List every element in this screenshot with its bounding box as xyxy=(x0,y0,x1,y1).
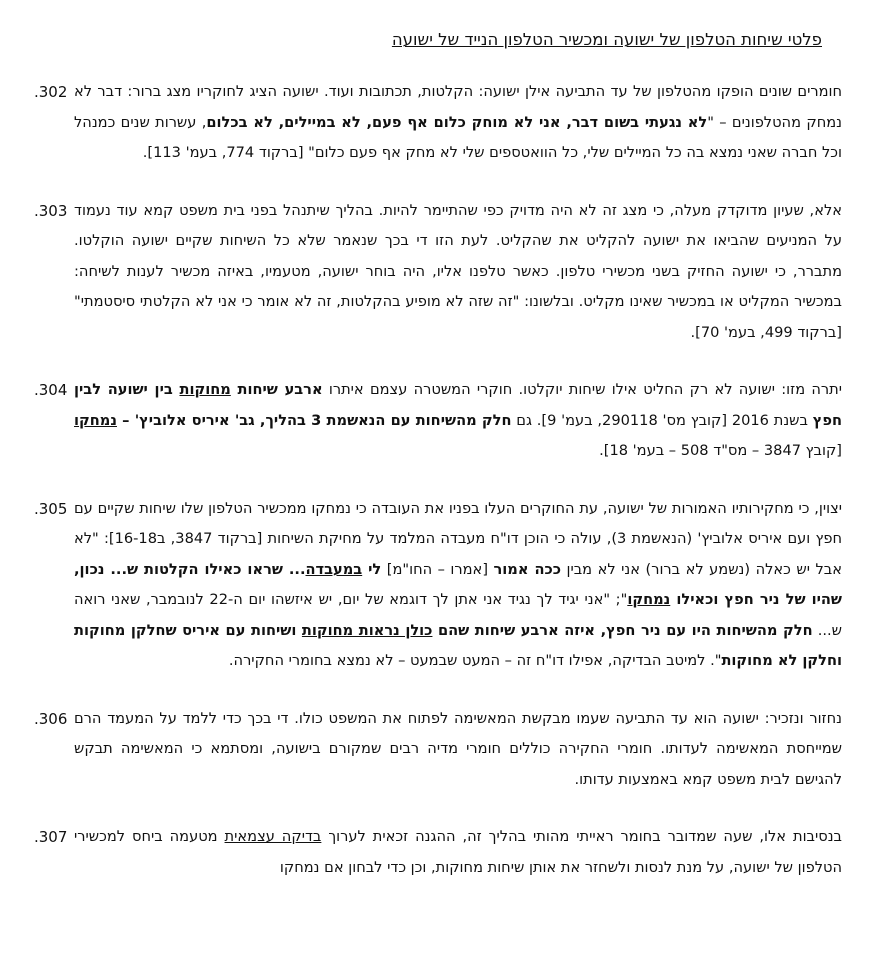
paragraph xyxy=(34,704,842,796)
text-run: ארבע שיחות xyxy=(230,381,323,398)
text-run: אלא, שעיון מדוקדק מעלה, כי מצג זה לא היה מדויק כפי שהתיימר להיות. בהליך שיתנהל בפני בית משפט קמא עוד נעמוד על המניעים שהביאו את ישועה להקליט את שהקליט. לעת הזו די בכך שנאמר שלא כל השיחות שקיים ישועה הוקלטו. מתברר, כי ישועה החזיק בשני מכשירי טלפון. כאשר טלפנו אליו, היה בוחר ישועה, מטעמיו, באיזה מכשיר לענות לשיחה: במכשיר המקליט או במכשיר שאינו מקליט. ובלשונו: "זה שזה לא מופיע בהקלטות, זה לא אומר כי אני לא הקלטתי סיסטמתי" [ברקוד 499, בעמ' 70]. xyxy=(74,201,842,341)
paragraph-list xyxy=(34,77,842,883)
text-run: יתרה מזו: ישועה לא רק החליט אילו שיחות יוקלטו. חוקרי המשטרה עצמם איתרו xyxy=(322,381,842,398)
text-run: [קובץ 3847 – מס"ד 508 – בעמ' 18]. xyxy=(599,442,842,459)
paragraph xyxy=(34,196,842,349)
text-run: כולן נראות מחוקות xyxy=(301,621,433,639)
text-run: ככה אמור xyxy=(493,560,561,578)
text-run: לא נגעתי בשום דבר, אני לא מוחק כלום אף פעם, לא במיילים, לא בכלום xyxy=(206,113,708,131)
text-run: בין ישועה לבין חפץ xyxy=(74,381,842,429)
paragraph-body xyxy=(74,828,842,876)
text-run: ". למיטב הבדיקה, אפילו דו"ח זה – המעט שבמעט – לא נמצא בחומרי החקירה. xyxy=(228,652,722,669)
text-run: "; "אני יגיד לך נגיד אני אתן לך דוגמא של יום, יש איזשהו יום ה-22 לנובמבר, שאני רואה ש... xyxy=(74,591,842,639)
paragraph-number: .304 xyxy=(34,381,68,399)
paragraph xyxy=(34,822,842,883)
page-title: פלטי שיחות הטלפון של ישועה ומכשיר הטלפון הנייד של ישועה xyxy=(391,30,822,49)
paragraph xyxy=(34,77,842,169)
paragraph-number: .306 xyxy=(34,709,68,728)
paragraph xyxy=(34,375,842,467)
paragraph-body xyxy=(74,202,842,341)
text-run: בדיקה עצמאית xyxy=(224,828,322,845)
text-run: במעבדה xyxy=(305,560,363,578)
paragraph-body xyxy=(74,83,842,161)
text-run: מחוקות xyxy=(179,381,231,398)
paragraph-number: .303 xyxy=(34,201,68,220)
text-run: בנסיבות אלו, שעה שמדובר בחומר ראייתי מהותי בהליך זה, ההגנה זכאית לערוך xyxy=(321,828,842,845)
paragraph xyxy=(34,494,842,677)
text-run: בשנת 2016 [קובץ מס' 290118, בעמ' 9]. גם xyxy=(511,411,813,429)
text-run: ושיחות עם איריס שחלקן מחוקות וחלקן לא מחוקות xyxy=(74,621,842,669)
paragraph-body xyxy=(74,710,842,788)
text-run: נמחקו xyxy=(627,591,671,608)
paragraph-body xyxy=(74,500,842,670)
text-run: [אמרו – החו"מ] xyxy=(381,560,494,578)
text-run: חלק מהשיחות היו עם ניר חפץ, איזה ארבע שיחות שהם xyxy=(432,621,813,639)
text-run: נחזור ונזכיר: ישועה הוא עד התביעה שעמו מבקשת המאשימה לפתוח את המשפט כולו. די בכך כדי ללמד על המעמד הרם שמייחסת המאשימה לעדותו. חומרי החקירה כוללים חומרי מדיה רבים שמקורם בישועה, ומסתמא כי המאשימה תבקש להגישם לבית משפט קמא באמצעות עדותו. xyxy=(74,709,842,788)
paragraph-body xyxy=(74,381,842,459)
text-run: ... שראו כאילו הקלטות ש... נכון, שהיו של ניר חפץ וכאילו xyxy=(74,560,842,608)
paragraph-number: .302 xyxy=(34,83,68,101)
paragraph-number: .305 xyxy=(34,499,68,518)
text-run: מטעמה ביחס למכשירי הטלפון של ישועה, על מנת לנסות ולשחזר את אותן שיחות מחוקות, וכן כדי לבחון אם נמחקו xyxy=(74,828,842,876)
text-run: , עשרות שנים כמנהל וכל חברה שאני נמצא בה כל המיילים שלי, כל הוואטספים שלי לא מחק אף פעם כלום" [ברקוד 774, בעמ' 113]. xyxy=(74,113,842,161)
text-run: נמחקו xyxy=(74,411,117,429)
paragraph-number: .307 xyxy=(34,828,68,846)
text-run: חומרים שונים הופקו מהטלפון של עד התביעה אילן ישועה: הקלטות, תכתובות ועוד. ישועה הציג לחוקריו מצג ברור: דבר לא נמחק מהטלפונים – " xyxy=(74,83,842,131)
text-run: חלק מהשיחות עם הנאשמת 3 בהליך, גב' איריס אלוביץ' – xyxy=(116,411,512,429)
text-run: לי xyxy=(362,560,382,578)
text-run: יצוין, כי מחקירותיו האמורות של ישועה, עת החוקרים העלו בפניו את העובדה כי נמחקו ממכשיר הטלפון שלו שיחות שקיים עם חפץ ועם איריס אלוביץ' (הנאשמת 3), עולה כי הוכן דו"ח מעבדה המלמד על מחיקת השיחות [ברקוד 3847, ב16-18]: "לא אבל יש כאלה (נשמע לא ברור) אני לא מבין xyxy=(74,499,842,578)
